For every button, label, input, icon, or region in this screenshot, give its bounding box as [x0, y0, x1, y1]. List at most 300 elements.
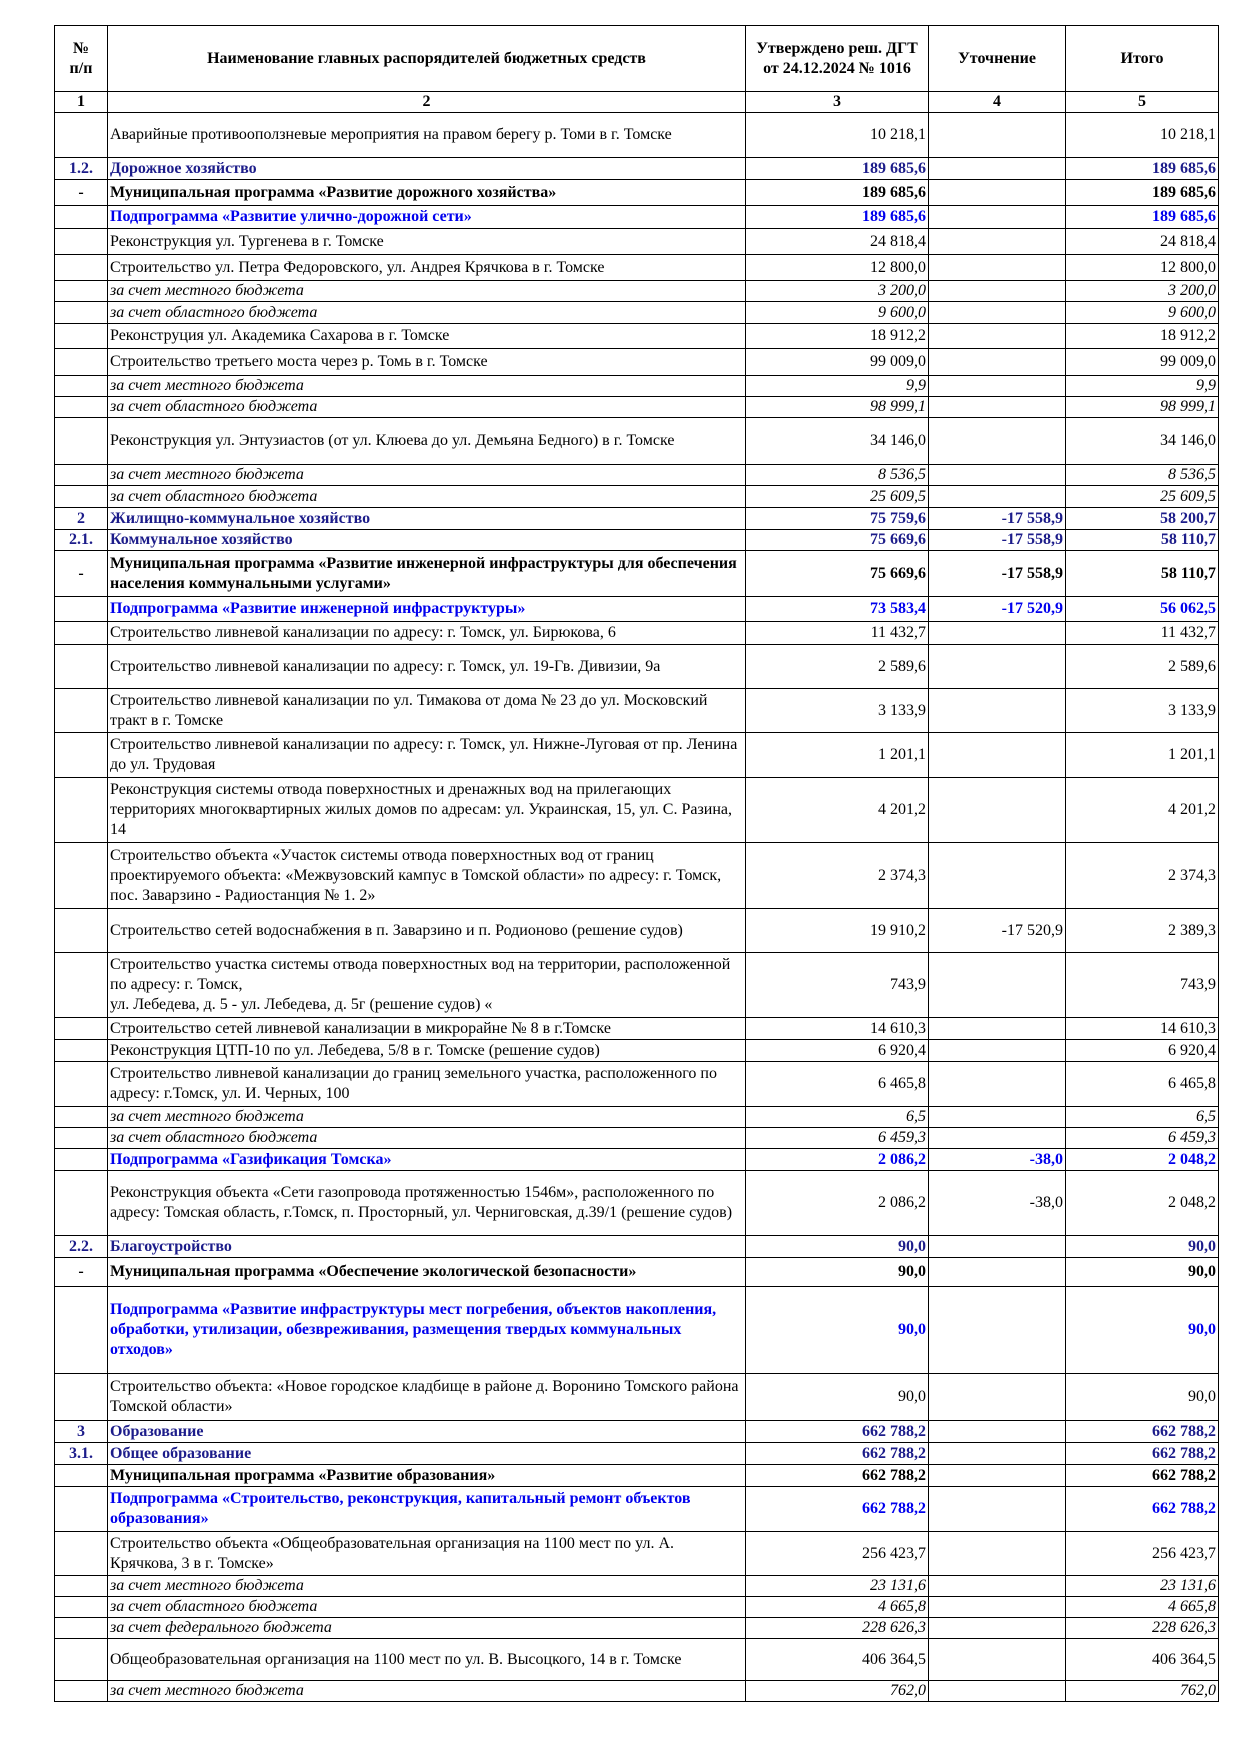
row-name: Строительство объекта «Участок системы отвода поверхностных вод от границ проектируемого объекта: «Межвузовский кампус в Томской области» по адресу: г. Томск, пос. Заварзино - Радиостанция № 1. 2»: [108, 843, 746, 909]
table-row: [55, 1236, 1219, 1258]
row-approved: 25 609,5: [746, 486, 929, 508]
row-change: [929, 302, 1066, 324]
row-number: [55, 778, 108, 843]
row-name: Строительство третьего моста через р. Томь в г. Томске: [108, 349, 746, 376]
row-total: 4 201,2: [1066, 778, 1219, 843]
row-name: за счет областного бюджета: [108, 397, 746, 418]
row-number: [55, 376, 108, 397]
row-approved: 6 459,3: [746, 1128, 929, 1149]
row-number: [55, 418, 108, 465]
row-number: [55, 281, 108, 302]
row-number: [55, 909, 108, 953]
row-change: [929, 397, 1066, 418]
row-approved: 8 536,5: [746, 465, 929, 486]
row-number: [55, 1062, 108, 1107]
row-change: -38,0: [929, 1171, 1066, 1236]
row-name: Благоустройство: [108, 1236, 746, 1258]
row-approved: 98 999,1: [746, 397, 929, 418]
row-name: Аварийные противооползневые мероприятия на правом берегу р. Томи в г. Томске: [108, 113, 746, 158]
row-change: [929, 689, 1066, 733]
row-approved: 4 665,8: [746, 1597, 929, 1618]
row-change: [929, 1236, 1066, 1258]
row-total: 90,0: [1066, 1287, 1219, 1374]
row-number: [55, 349, 108, 376]
row-name: за счет местного бюджета: [108, 376, 746, 397]
row-name: за счет областного бюджета: [108, 302, 746, 324]
row-approved: 73 583,4: [746, 597, 929, 622]
row-name: Строительство ливневой канализации по адресу: г. Томск, ул. Бирюкова, 6: [108, 622, 746, 645]
header-row: [55, 26, 1219, 92]
row-number: [55, 689, 108, 733]
table-row: [55, 597, 1219, 622]
row-change: [929, 953, 1066, 1018]
row-approved: 6 920,4: [746, 1040, 929, 1062]
row-number: [55, 229, 108, 255]
table-row: [55, 349, 1219, 376]
row-change: [929, 1287, 1066, 1374]
row-total: 23 131,6: [1066, 1576, 1219, 1597]
header-number: № п/п: [55, 26, 108, 92]
row-number: [55, 1618, 108, 1639]
row-name: Подпрограмма «Строительство, реконструкция, капитальный ремонт объектов образования»: [108, 1487, 746, 1532]
table-row: [55, 645, 1219, 689]
row-number: 3.1.: [55, 1443, 108, 1465]
row-change: [929, 1128, 1066, 1149]
row-approved: 18 912,2: [746, 324, 929, 349]
row-name: Реконструция ул. Академика Сахарова в г. Томске: [108, 324, 746, 349]
row-number: [55, 465, 108, 486]
row-change: [929, 418, 1066, 465]
row-total: 34 146,0: [1066, 418, 1219, 465]
row-number: [55, 1576, 108, 1597]
row-approved: 743,9: [746, 953, 929, 1018]
table-row: [55, 1681, 1219, 1702]
row-total: 662 788,2: [1066, 1421, 1219, 1443]
row-number: [55, 255, 108, 281]
row-total: 90,0: [1066, 1236, 1219, 1258]
row-total: 3 200,0: [1066, 281, 1219, 302]
row-approved: 662 788,2: [746, 1443, 929, 1465]
row-number: [55, 1149, 108, 1171]
table-row: [55, 302, 1219, 324]
row-approved: 2 086,2: [746, 1171, 929, 1236]
column-number: 2: [108, 92, 746, 113]
row-total: 2 048,2: [1066, 1171, 1219, 1236]
row-change: [929, 1618, 1066, 1639]
table-row: [55, 1576, 1219, 1597]
row-name: за счет местного бюджета: [108, 465, 746, 486]
row-name: Подпрограмма «Развитие инфраструктуры мест погребения, объектов накопления, обработки, утилизации, обезвреживания, размещения твердых коммунальных отходов»: [108, 1287, 746, 1374]
row-approved: 662 788,2: [746, 1487, 929, 1532]
row-change: [929, 1421, 1066, 1443]
table-row: [55, 530, 1219, 551]
row-number: -: [55, 551, 108, 597]
row-name: Строительство ливневой канализации по адресу: г. Томск, ул. 19-Гв. Дивизии, 9а: [108, 645, 746, 689]
table-row: [55, 689, 1219, 733]
row-approved: 189 685,6: [746, 158, 929, 180]
row-number: [55, 953, 108, 1018]
row-number: 2: [55, 508, 108, 530]
table-row: [55, 397, 1219, 418]
row-name: Реконструкция ЦТП-10 по ул. Лебедева, 5/8 в г. Томске (решение судов): [108, 1040, 746, 1062]
row-total: 762,0: [1066, 1681, 1219, 1702]
row-total: 14 610,3: [1066, 1018, 1219, 1040]
row-name: Общеобразовательная организация на 1100 мест по ул. В. Высоцкого, 14 в г. Томске: [108, 1639, 746, 1681]
row-approved: 3 200,0: [746, 281, 929, 302]
row-number: [55, 1107, 108, 1128]
row-change: [929, 1487, 1066, 1532]
row-change: [929, 1443, 1066, 1465]
row-total: 1 201,1: [1066, 733, 1219, 778]
row-approved: 10 218,1: [746, 113, 929, 158]
row-total: 58 110,7: [1066, 551, 1219, 597]
row-total: 6 465,8: [1066, 1062, 1219, 1107]
row-change: [929, 1532, 1066, 1576]
row-approved: 90,0: [746, 1258, 929, 1287]
row-number: -: [55, 1258, 108, 1287]
row-change: [929, 158, 1066, 180]
row-name: за счет областного бюджета: [108, 486, 746, 508]
row-change: -17 558,9: [929, 530, 1066, 551]
row-number: 2.1.: [55, 530, 108, 551]
column-number-row: [55, 92, 1219, 113]
table-row: [55, 1421, 1219, 1443]
table-row: [55, 909, 1219, 953]
row-number: [55, 1639, 108, 1681]
column-number: 5: [1066, 92, 1219, 113]
row-name: Подпрограмма «Развитие инженерной инфраструктуры»: [108, 597, 746, 622]
row-change: [929, 113, 1066, 158]
table-row: [55, 1443, 1219, 1465]
row-approved: 6 465,8: [746, 1062, 929, 1107]
table-body: [55, 113, 1219, 1702]
row-name: Муниципальная программа «Развитие дорожного хозяйства»: [108, 180, 746, 206]
row-total: 189 685,6: [1066, 206, 1219, 229]
row-name: за счет областного бюджета: [108, 1128, 746, 1149]
row-total: 99 009,0: [1066, 349, 1219, 376]
row-name: Коммунальное хозяйство: [108, 530, 746, 551]
table-row: [55, 1532, 1219, 1576]
row-total: 58 200,7: [1066, 508, 1219, 530]
table-row: [55, 158, 1219, 180]
row-number: [55, 622, 108, 645]
row-change: [929, 1107, 1066, 1128]
row-change: [929, 229, 1066, 255]
table-row: [55, 465, 1219, 486]
row-name: Жилищно-коммунальное хозяйство: [108, 508, 746, 530]
row-approved: 90,0: [746, 1236, 929, 1258]
row-number: [55, 1040, 108, 1062]
row-change: -17 558,9: [929, 508, 1066, 530]
row-name: Реконструкция ул. Тургенева в г. Томске: [108, 229, 746, 255]
row-change: [929, 1681, 1066, 1702]
row-change: [929, 1576, 1066, 1597]
table-row: [55, 1597, 1219, 1618]
table-row: [55, 1062, 1219, 1107]
row-approved: 9,9: [746, 376, 929, 397]
row-approved: 662 788,2: [746, 1465, 929, 1487]
row-number: [55, 486, 108, 508]
row-change: [929, 1465, 1066, 1487]
row-name: за счет федерального бюджета: [108, 1618, 746, 1639]
table-row: [55, 1018, 1219, 1040]
table-row: [55, 418, 1219, 465]
row-total: 58 110,7: [1066, 530, 1219, 551]
table-row: [55, 1258, 1219, 1287]
row-total: 662 788,2: [1066, 1487, 1219, 1532]
row-approved: 34 146,0: [746, 418, 929, 465]
table-row: [55, 1639, 1219, 1681]
row-change: [929, 255, 1066, 281]
table-row: [55, 1040, 1219, 1062]
row-number: [55, 302, 108, 324]
row-number: [55, 1487, 108, 1532]
row-total: 56 062,5: [1066, 597, 1219, 622]
row-number: [55, 733, 108, 778]
row-approved: 24 818,4: [746, 229, 929, 255]
row-approved: 1 201,1: [746, 733, 929, 778]
row-number: [55, 1128, 108, 1149]
row-total: 3 133,9: [1066, 689, 1219, 733]
row-total: 256 423,7: [1066, 1532, 1219, 1576]
row-name: за счет местного бюджета: [108, 1681, 746, 1702]
row-number: 2.2.: [55, 1236, 108, 1258]
table-row: [55, 508, 1219, 530]
column-number: 3: [746, 92, 929, 113]
row-name: Строительство сетей водоснабжения в п. Заварзино и п. Родионово (решение судов): [108, 909, 746, 953]
row-name: Подпрограмма «Развитие улично-дорожной сети»: [108, 206, 746, 229]
row-approved: 228 626,3: [746, 1618, 929, 1639]
table-row: [55, 180, 1219, 206]
row-change: -38,0: [929, 1149, 1066, 1171]
row-change: -17 520,9: [929, 597, 1066, 622]
row-approved: 90,0: [746, 1374, 929, 1421]
row-change: [929, 1062, 1066, 1107]
row-total: 18 912,2: [1066, 324, 1219, 349]
row-name: Строительство сетей ливневой канализации в микрорайне № 8 в г.Томске: [108, 1018, 746, 1040]
row-name: Строительство объекта: «Новое городское кладбище в районе д. Воронино Томского района Томской области»: [108, 1374, 746, 1421]
row-total: 189 685,6: [1066, 158, 1219, 180]
row-change: [929, 645, 1066, 689]
table-row: [55, 281, 1219, 302]
row-name: Реконструкция объекта «Сети газопровода протяженностью 1546м», расположенного по адресу: Томская область, г.Томск, п. Просторный, ул. Черниговская, д.39/1 (решение судов): [108, 1171, 746, 1236]
header-total: Итого: [1066, 26, 1219, 92]
row-total: 2 374,3: [1066, 843, 1219, 909]
table-row: [55, 376, 1219, 397]
table-row: [55, 255, 1219, 281]
row-number: [55, 645, 108, 689]
row-approved: 2 374,3: [746, 843, 929, 909]
row-change: -17 520,9: [929, 909, 1066, 953]
header-approved: Утверждено реш. ДГТ от 24.12.2024 № 1016: [746, 26, 929, 92]
row-change: [929, 1597, 1066, 1618]
table-row: [55, 324, 1219, 349]
table-row: [55, 206, 1219, 229]
table-row: [55, 1149, 1219, 1171]
row-total: 228 626,3: [1066, 1618, 1219, 1639]
row-total: 24 818,4: [1066, 229, 1219, 255]
row-approved: 2 589,6: [746, 645, 929, 689]
row-name: Реконструкция системы отвода поверхностных и дренажных вод на прилегающих территориях многоквартирных жилых домов по адресам: ул. Украинская, 15, ул. С. Разина, 14: [108, 778, 746, 843]
row-number: [55, 1374, 108, 1421]
table-row: [55, 113, 1219, 158]
row-total: 9,9: [1066, 376, 1219, 397]
row-name: Строительство участка системы отвода поверхностных вод на территории, расположенной по адресу: г. Томск, ул. Лебедева, д. 5 - ул. Лебедева, д. 5г (решение судов) «: [108, 953, 746, 1018]
row-total: 6 459,3: [1066, 1128, 1219, 1149]
table-row: [55, 229, 1219, 255]
row-number: [55, 1287, 108, 1374]
row-approved: 662 788,2: [746, 1421, 929, 1443]
table-row: [55, 1374, 1219, 1421]
row-total: 8 536,5: [1066, 465, 1219, 486]
row-change: -17 558,9: [929, 551, 1066, 597]
row-name: Строительство ул. Петра Федоровского, ул. Андрея Крячкова в г. Томске: [108, 255, 746, 281]
table-row: [55, 1487, 1219, 1532]
table-row: [55, 1107, 1219, 1128]
row-change: [929, 376, 1066, 397]
row-approved: 2 086,2: [746, 1149, 929, 1171]
row-name: Строительство объекта «Общеобразовательная организация на 1100 мест по ул. А. Крячкова, 3 в г. Томске»: [108, 1532, 746, 1576]
table-row: [55, 486, 1219, 508]
header-name: Наименование главных распорядителей бюджетных средств: [108, 26, 746, 92]
table-row: [55, 622, 1219, 645]
row-change: [929, 843, 1066, 909]
row-name: Муниципальная программа «Развитие инженерной инфраструктуры для обеспечения населения коммунальными услугами»: [108, 551, 746, 597]
row-number: [55, 113, 108, 158]
row-change: [929, 1018, 1066, 1040]
row-number: [55, 843, 108, 909]
row-total: 2 048,2: [1066, 1149, 1219, 1171]
row-total: 6,5: [1066, 1107, 1219, 1128]
row-number: [55, 1532, 108, 1576]
row-total: 90,0: [1066, 1374, 1219, 1421]
row-change: [929, 486, 1066, 508]
row-approved: 99 009,0: [746, 349, 929, 376]
row-change: [929, 733, 1066, 778]
table-row: [55, 843, 1219, 909]
row-number: [55, 1597, 108, 1618]
row-total: 11 432,7: [1066, 622, 1219, 645]
row-total: 6 920,4: [1066, 1040, 1219, 1062]
row-number: [55, 1681, 108, 1702]
row-approved: 75 759,6: [746, 508, 929, 530]
row-name: за счет областного бюджета: [108, 1597, 746, 1618]
row-name: за счет местного бюджета: [108, 281, 746, 302]
row-approved: 6,5: [746, 1107, 929, 1128]
row-approved: 11 432,7: [746, 622, 929, 645]
row-name: Подпрограмма «Газификация Томска»: [108, 1149, 746, 1171]
row-total: 2 389,3: [1066, 909, 1219, 953]
row-number: [55, 597, 108, 622]
table-row: [55, 551, 1219, 597]
row-approved: 19 910,2: [746, 909, 929, 953]
row-approved: 762,0: [746, 1681, 929, 1702]
row-approved: 256 423,7: [746, 1532, 929, 1576]
row-name: Строительство ливневой канализации до границ земельного участка, расположенного по адресу: г.Томск, ул. И. Черных, 100: [108, 1062, 746, 1107]
row-approved: 90,0: [746, 1287, 929, 1374]
row-number: 1.2.: [55, 158, 108, 180]
row-name: Муниципальная программа «Обеспечение экологической безопасности»: [108, 1258, 746, 1287]
row-number: [55, 324, 108, 349]
row-approved: 189 685,6: [746, 206, 929, 229]
row-change: [929, 349, 1066, 376]
row-approved: 189 685,6: [746, 180, 929, 206]
row-change: [929, 1040, 1066, 1062]
row-total: 743,9: [1066, 953, 1219, 1018]
row-approved: 3 133,9: [746, 689, 929, 733]
row-change: [929, 206, 1066, 229]
row-total: 10 218,1: [1066, 113, 1219, 158]
row-number: [55, 397, 108, 418]
row-total: 90,0: [1066, 1258, 1219, 1287]
table-row: [55, 1128, 1219, 1149]
row-total: 662 788,2: [1066, 1443, 1219, 1465]
row-number: 3: [55, 1421, 108, 1443]
row-name: Образование: [108, 1421, 746, 1443]
row-approved: 406 364,5: [746, 1639, 929, 1681]
row-total: 9 600,0: [1066, 302, 1219, 324]
row-name: Реконструкция ул. Энтузиастов (от ул. Клюева до ул. Демьяна Бедного) в г. Томске: [108, 418, 746, 465]
row-number: [55, 1018, 108, 1040]
column-number: 1: [55, 92, 108, 113]
row-approved: 23 131,6: [746, 1576, 929, 1597]
row-total: 406 364,5: [1066, 1639, 1219, 1681]
table-row: [55, 1287, 1219, 1374]
row-name: за счет местного бюджета: [108, 1576, 746, 1597]
row-name: Строительство ливневой канализации по адресу: г. Томск, ул. Нижне-Луговая от пр. Ленина до ул. Трудовая: [108, 733, 746, 778]
row-approved: 75 669,6: [746, 530, 929, 551]
row-total: 25 609,5: [1066, 486, 1219, 508]
header-change: Уточнение: [929, 26, 1066, 92]
row-total: 2 589,6: [1066, 645, 1219, 689]
row-change: [929, 1374, 1066, 1421]
row-change: [929, 465, 1066, 486]
row-total: 4 665,8: [1066, 1597, 1219, 1618]
table-row: [55, 1465, 1219, 1487]
row-change: [929, 281, 1066, 302]
row-name: Муниципальная программа «Развитие образования»: [108, 1465, 746, 1487]
row-change: [929, 1639, 1066, 1681]
row-change: [929, 324, 1066, 349]
table-row: [55, 733, 1219, 778]
row-name: Строительство ливневой канализации по ул. Тимакова от дома № 23 до ул. Московский тракт в г. Томске: [108, 689, 746, 733]
row-change: [929, 622, 1066, 645]
row-change: [929, 180, 1066, 206]
table-row: [55, 1171, 1219, 1236]
row-number: -: [55, 180, 108, 206]
row-number: [55, 1171, 108, 1236]
row-total: 12 800,0: [1066, 255, 1219, 281]
row-approved: 14 610,3: [746, 1018, 929, 1040]
table-row: [55, 953, 1219, 1018]
row-number: [55, 206, 108, 229]
row-name: за счет местного бюджета: [108, 1107, 746, 1128]
row-approved: 4 201,2: [746, 778, 929, 843]
row-number: [55, 1465, 108, 1487]
row-total: 662 788,2: [1066, 1465, 1219, 1487]
table-row: [55, 1618, 1219, 1639]
budget-table: [54, 25, 1219, 1702]
row-total: 189 685,6: [1066, 180, 1219, 206]
row-name: Дорожное хозяйство: [108, 158, 746, 180]
row-total: 98 999,1: [1066, 397, 1219, 418]
row-approved: 12 800,0: [746, 255, 929, 281]
row-name: Общее образование: [108, 1443, 746, 1465]
table-row: [55, 778, 1219, 843]
row-change: [929, 778, 1066, 843]
column-number: 4: [929, 92, 1066, 113]
row-approved: 9 600,0: [746, 302, 929, 324]
